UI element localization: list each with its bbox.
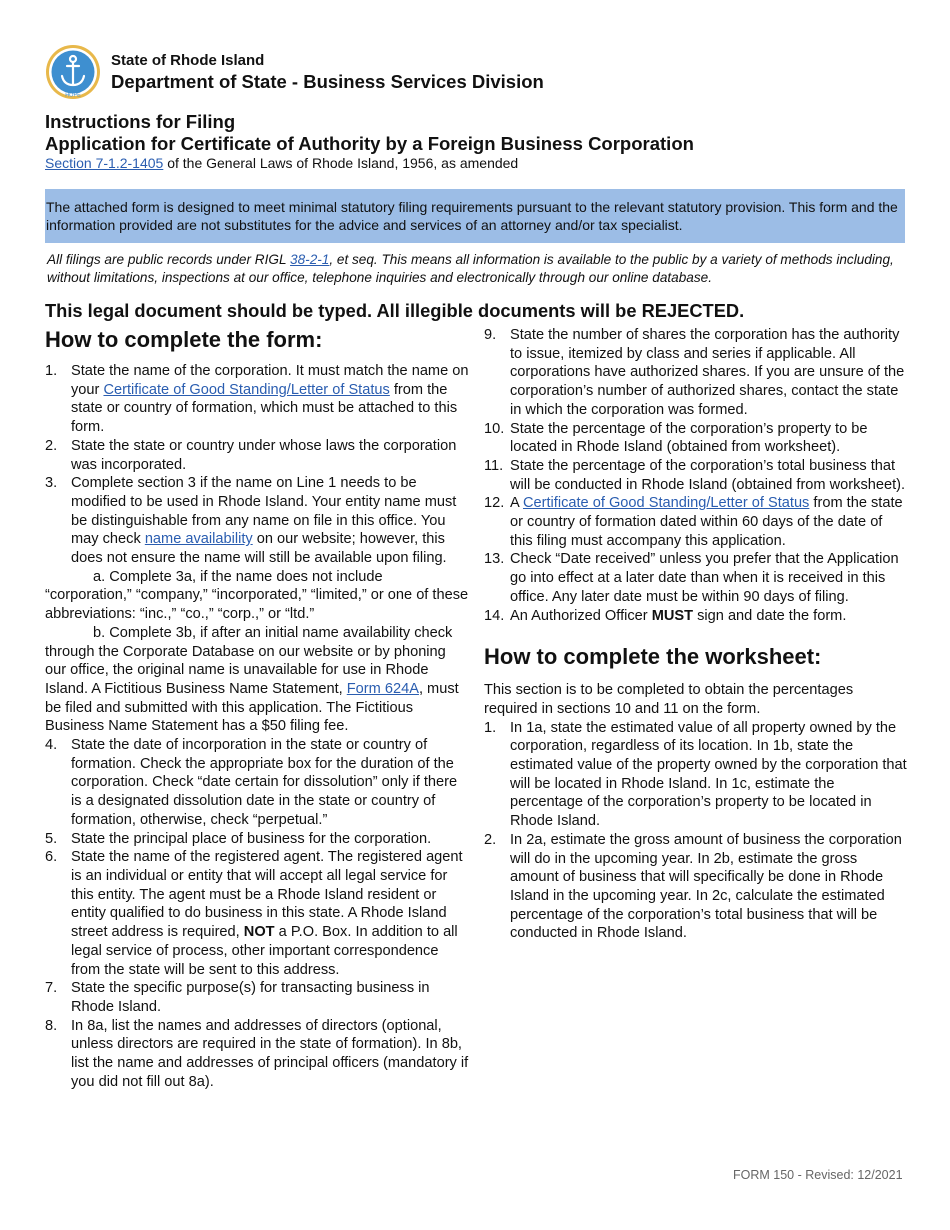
worksheet-steps-list [484, 719, 909, 943]
good-standing-link-2[interactable]: Certificate of Good Standing/Letter of Status [522, 495, 810, 512]
form-revision-footer: FORM 150 - Revised: 12/2021 [733, 1168, 903, 1182]
step-1: 1. State the name of the corporation. It must match the name on your Certificate of Good Standing/Letter of Status from the state or country of formation, which must be attached to this form. [45, 363, 469, 436]
rhode-island-seal-logo [45, 44, 101, 100]
state-name: State of Rhode Island [111, 52, 265, 69]
statute-text: of the General Laws of Rhode Island, 1956, as amended [163, 155, 519, 171]
legal-notice: This legal document should be typed. All illegible documents will be REJECTED. [45, 300, 745, 321]
step-13: 13. Check “Date received” unless you prefer that the Application go into effect at a later date than when it is received in this office. Any later date must be within 90 days of filing. [484, 551, 899, 605]
rigl-link[interactable]: 38-2-1 [290, 252, 330, 267]
worksheet-intro: This section is to be completed to obtain the percentages required in sections 10 and 11 on the form. [484, 682, 854, 717]
svg-text:HOPE: HOPE [65, 92, 81, 99]
step-12: 12. A Certificate of Good Standing/Letter of Status from the state or country of formation dated within 60 days of the date of this filing must accompany this application. [484, 495, 903, 549]
form-steps-list [45, 362, 470, 1091]
disclaimer-text: The attached form is designed to meet minimal statutory filing requirements pursuant to the relevant statutory provision. This form and the information provided are not substitutes for the advice and services of an attorney and/or tax specialist. [46, 199, 898, 233]
application-title: Application for Certificate of Authority by a Foreign Business Corporation [45, 133, 694, 154]
instructions-title: Instructions for Filing [45, 111, 236, 132]
department-name: Department of State - Business Services Division [111, 71, 544, 92]
good-standing-link[interactable]: Certificate of Good Standing/Letter of Status [103, 381, 390, 398]
step-7: 7. State the specific purpose(s) for transacting business in Rhode Island. [45, 980, 430, 1015]
step-8: 8. In 8a, list the names and addresses of directors (optional, unless directors are required in the state of formation). In 8b, list the name and addresses of principal officers (mandatory if you did not fill out 8a). [45, 1017, 469, 1090]
worksheet-step-1: 1. In 1a, state the estimated value of all property owned by the corporation, regardless of its location. In 1b, state the estimated value of the property owned by the corporation that will be located in Rhode Island. In 1c, estimate the percentage of the corporation’s property to be located in Rhode Island. [484, 719, 907, 830]
step-4: 4. State the date of incorporation in the state or country of formation. Check the appropriate box for the duration of the corporation. Check “date certain for dissolution” only if there is a designated dissolution date in the state or country of formation, otherwise, check “perpetual.” [45, 737, 458, 828]
form-instructions-right [484, 326, 909, 943]
statute-link[interactable]: Section 7-1.2-1405 [45, 155, 164, 171]
form-steps-list-continued [484, 326, 909, 625]
statute-reference [45, 155, 518, 171]
step-5: 5. State the principal place of business for the corporation. [45, 830, 432, 847]
worksheet-step-2: 2. In 2a, estimate the gross amount of business the corporation will do in the upcoming year. In 2b, estimate the gross amount of business that will specifically be done in Rhode Island in the upcoming year. In 2c, calculate the estimated percentage of the corporation’s total business that will be conducted in Rhode Island. [484, 831, 902, 942]
step-9: 9. State the number of shares the corporation has the authority to issue, itemized by class and series if applicable. All corporations have authorized shares. If you are unsure of the corporation’s number of authorized shares, contact the state in which the corporation was formed. [484, 327, 905, 418]
form-instructions-left [45, 326, 470, 1091]
form-624a-link[interactable]: Form 624A [346, 680, 419, 697]
step-3: 3. Complete section 3 if the name on Line 1 needs to be modified to be used in Rhode Island. Your entity name must be distinguishable from any name on file in this office. You may check name availability on our website; however, this does not ensure the name will still be available upon filing. a. Complete 3a, if the name does not include “corporation,” “company,” “incorporated,” “limited,” or one of these abbreviations: “inc.,” “co.,” “corp.,” or “ltd.” b. Complete 3b, if after an initial name availability check through the Corporate Database on our website or by phoning our office, the original name is unavailable for use in Rhode Island. A Fictitious Business Name Statement, Form 624A, must be filed and submitted with this application. The Fictitious Business Name Statement has a $50 filing fee. [45, 475, 469, 735]
step-11: 11. State the percentage of the corporation’s total business that will be conducted in Rhode Island (obtained from worksheet). [484, 457, 906, 493]
step-3b: b. Complete 3b, if after an initial name availability check through the Corporate Database on our website or by phoning our office, the original name is unavailable for use in Rhode Island. A Fictitious Business Name Statement, Form 624A, must be filed and submitted with this application. The Fictitious Business Name Statement has a $50 filing fee. [45, 624, 459, 735]
step-14: 14. An Authorized Officer MUST sign and date the form. [484, 607, 847, 624]
step-3a: a. Complete 3a, if the name does not include “corporation,” “company,” “incorporated,” “limited,” or one of these abbreviations: “inc.,” “co.,” “corp.,” or “ltd.” [45, 568, 469, 623]
worksheet-section-heading: How to complete the worksheet: [484, 644, 822, 670]
step-10: 10. State the percentage of the corporation’s property to be located in Rhode Island (obtained from worksheet). [484, 420, 868, 456]
step-2: 2. State the state or country under whose laws the corporation was incorporated. [45, 437, 457, 473]
form-section-heading: How to complete the form: [45, 327, 323, 352]
disclaimer-box [45, 189, 905, 243]
step-6: 6. State the name of the registered agent. The registered agent is an individual or entity that will accept all legal service for this entity. The agent must be a Rhode Island resident or entity qualified to do business in this state. A Rhode Island street address is required, NOT a P.O. Box. In addition to all legal service of process, other important correspondence from the state will be sent to this address. [45, 849, 463, 978]
public-records-notice: All filings are public records under RIGL 38-2-1, et seq. This means all information is available to the public by a variety of methods including, without limitations, inspections at our office, telephone inquiries and electronically through our online database. [47, 252, 894, 285]
name-availability-link[interactable]: name availability [144, 531, 253, 548]
